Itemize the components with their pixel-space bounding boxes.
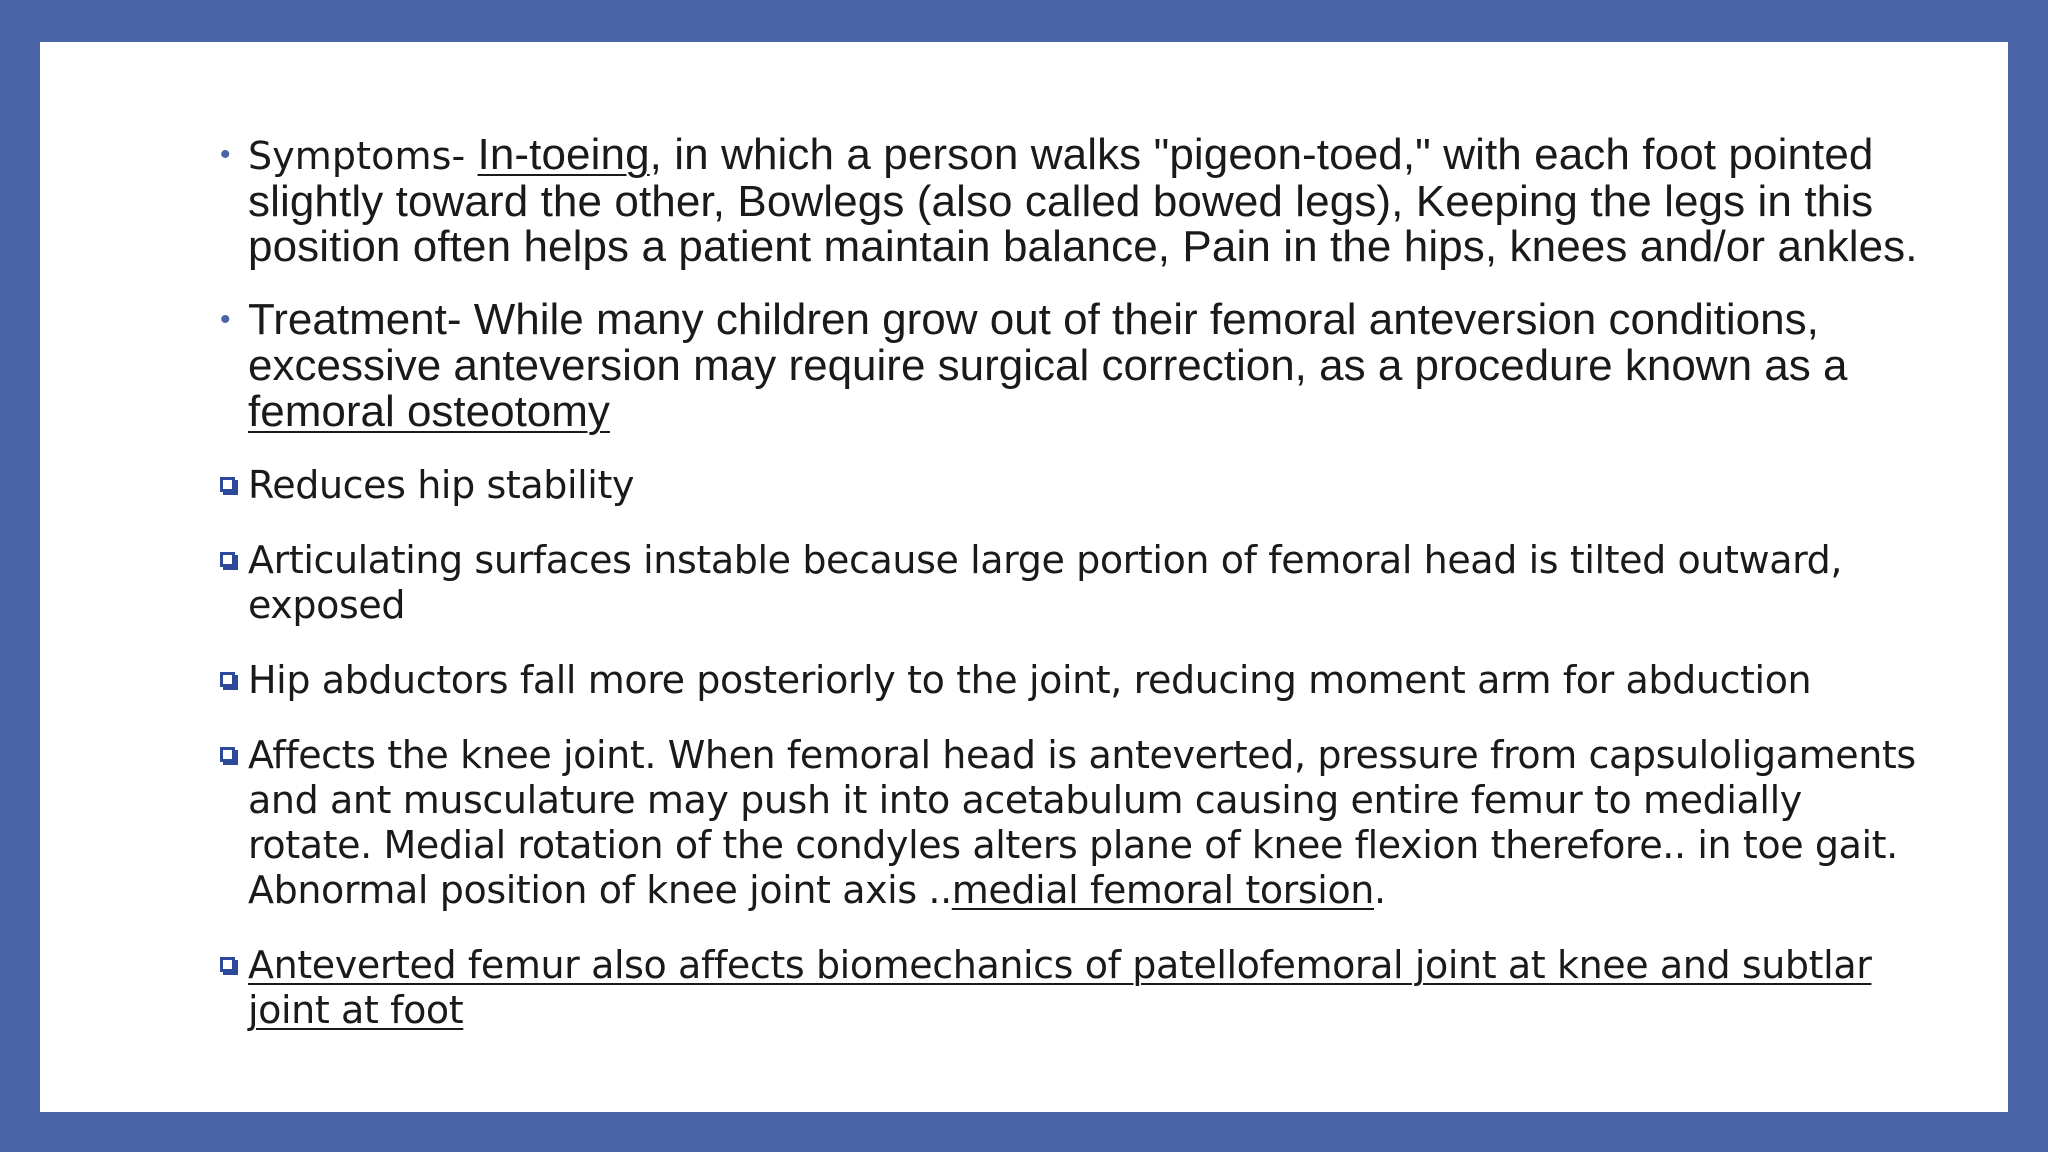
symptoms-lead: Symptoms- — [248, 134, 478, 178]
effect-text: Affects the knee joint. When femoral head is anteverted, pressure from capsuloligaments and ant musculature may push it into acetabulum causing entire femur to medially rotate. Medial rotation of the condyles alters plane of knee flexion therefore.. in toe gait. Abnormal position of knee joint axis .. — [248, 733, 1916, 912]
effect-text: Reduces hip stability — [248, 463, 635, 507]
hollow-square-bullet-icon — [220, 672, 235, 687]
effect-text: Hip abductors fall more posteriorly to the joint, reducing moment arm for abduction — [248, 658, 1812, 702]
effect-tail: . — [1374, 868, 1386, 912]
effect-item-4 — [208, 733, 1928, 913]
effect-item-3 — [208, 658, 1928, 703]
bullet-symptoms — [208, 132, 1928, 269]
bullet-dot-icon: • — [220, 138, 231, 171]
effect-item-2 — [208, 538, 1928, 628]
medial-femoral-torsion-link[interactable]: medial femoral torsion — [951, 868, 1374, 912]
effect-item-5 — [208, 943, 1928, 1033]
femoral-osteotomy-link[interactable]: femoral osteotomy — [248, 387, 610, 436]
treatment-text: Treatment- While many children grow out of their femoral anteversion conditions, excessive anteversion may require surgical correction, as a procedure known as a — [248, 295, 1848, 390]
slide — [40, 42, 2008, 1112]
bullet-dot-icon: • — [220, 303, 231, 336]
symptoms-text: , in which a person walks "pigeon-toed," with each foot pointed slightly toward the other, Bowlegs (also called bowed legs), Keeping the legs in this position often helps a patient maintain balance, Pain in the hips, knees and/or ankles. — [248, 130, 1918, 271]
anteverted-femur-link[interactable]: Anteverted femur also affects biomechanics of patellofemoral joint at knee and subtlar joint at foot — [248, 943, 1872, 1032]
in-toeing-link[interactable]: In-toeing — [477, 130, 650, 179]
slide-content — [208, 132, 1928, 1033]
bullet-treatment — [208, 297, 1928, 435]
hollow-square-bullet-icon — [220, 747, 235, 762]
hollow-square-bullet-icon — [220, 477, 235, 492]
hollow-square-bullet-icon — [220, 957, 235, 972]
hollow-square-bullet-icon — [220, 552, 235, 567]
effect-item-1 — [208, 463, 1928, 508]
effect-text: Articulating surfaces instable because large portion of femoral head is tilted outward, exposed — [248, 538, 1843, 627]
